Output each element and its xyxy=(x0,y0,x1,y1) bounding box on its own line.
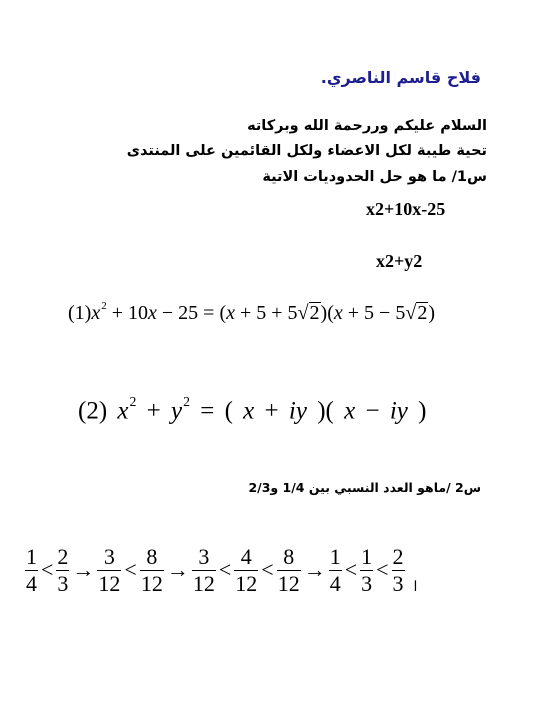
fraction-numerator: 3 xyxy=(198,543,210,569)
less-than-symbol: < xyxy=(376,557,389,582)
sqrt-arg: 2 xyxy=(417,301,428,324)
fraction-numerator: 1 xyxy=(361,543,373,569)
fraction-denominator: 12 xyxy=(98,570,121,596)
sqrt-symbol: √ xyxy=(297,301,309,324)
fraction-numerator: 8 xyxy=(283,543,295,569)
sol1-part-c: + 5 + 5 xyxy=(235,301,298,324)
fraction-numerator: 2 xyxy=(57,543,69,569)
fraction xyxy=(392,545,405,596)
fraction xyxy=(192,545,216,596)
sol2-y: y xyxy=(171,397,183,425)
less-than-symbol: < xyxy=(124,557,137,582)
fraction-denominator: 4 xyxy=(329,570,341,596)
solution-1 xyxy=(68,300,435,325)
solution-2-label: (2) xyxy=(78,397,108,425)
sol2-end: ) xyxy=(407,397,427,425)
fraction-denominator: 4 xyxy=(26,570,37,596)
sol2-plus: + xyxy=(254,397,289,425)
fraction-chain xyxy=(24,540,417,600)
sol2-plus: + xyxy=(136,397,171,425)
greeting-line: السلام عليكم وررحمة الله وبركاته xyxy=(247,118,487,134)
fraction-denominator: 3 xyxy=(361,570,373,596)
fraction-numerator: 3 xyxy=(103,543,115,569)
sol2-mid: )( xyxy=(306,397,345,425)
fraction-numerator: 4 xyxy=(240,543,252,569)
fraction xyxy=(277,545,301,596)
fraction xyxy=(360,545,373,596)
fraction-numerator: 8 xyxy=(146,543,158,569)
fraction xyxy=(329,545,342,596)
less-than-symbol: < xyxy=(344,557,358,582)
sol1-part-d: )( xyxy=(320,301,334,324)
sol1-var: x xyxy=(333,301,343,324)
arrow-symbol: → xyxy=(166,557,189,582)
less-than-symbol: < xyxy=(41,557,54,582)
sol1-var: x xyxy=(226,301,235,324)
fraction-denominator: 12 xyxy=(192,570,215,596)
fraction-numerator: 1 xyxy=(329,543,341,569)
sol2-exp: 2 xyxy=(183,394,190,409)
fraction-denominator: 3 xyxy=(57,570,69,596)
sol1-part-a: + 10 xyxy=(106,301,148,324)
sol1-exp: 2 xyxy=(101,300,107,312)
fraction-numerator: 1 xyxy=(26,543,37,569)
sol2-eq: = ( xyxy=(189,397,244,425)
sqrt-arg: 2 xyxy=(309,301,320,324)
fraction xyxy=(97,545,121,596)
fraction-denominator: 12 xyxy=(235,570,258,596)
expression-1: x2+10x-25 xyxy=(366,199,446,219)
sol2-x: x xyxy=(117,397,129,425)
solution-2 xyxy=(78,394,426,425)
solution-1-label: (1) xyxy=(68,301,92,324)
author-name: فلاح قاسم الناصري. xyxy=(320,68,481,87)
expression-2: x2+y2 xyxy=(376,251,423,271)
fraction xyxy=(56,545,69,596)
trailing-mark: ا xyxy=(413,580,418,595)
fraction xyxy=(140,545,164,596)
less-than-symbol: < xyxy=(261,557,274,582)
sol1-part-b: − 25 = ( xyxy=(156,301,227,324)
sol1-end: ) xyxy=(428,301,435,324)
sol2-minus: − xyxy=(355,397,390,425)
fraction-denominator: 12 xyxy=(140,570,163,596)
sol2-iy: iy xyxy=(288,397,307,425)
less-than-symbol: < xyxy=(218,557,232,582)
sol2-iy: iy xyxy=(389,397,408,425)
question-2: س2 /ماهو العدد النسبي بين 1/4 و2/3 xyxy=(248,480,481,495)
sol2-x: x xyxy=(243,397,255,425)
fraction-denominator: 3 xyxy=(392,570,404,596)
sqrt-symbol: √ xyxy=(405,301,417,324)
sol2-x: x xyxy=(344,397,356,425)
fraction xyxy=(234,545,258,596)
welcome-line: تحية طيبة لكل الاعضاء ولكل القائمين على المنتدى xyxy=(126,143,487,159)
question-1: س1/ ما هو حل الحدوديات الاتية xyxy=(262,169,487,185)
sol1-var: x xyxy=(148,301,157,324)
arrow-symbol: → xyxy=(72,557,95,582)
arrow-symbol: → xyxy=(303,557,326,582)
fraction-numerator: 2 xyxy=(392,543,404,569)
fraction-denominator: 12 xyxy=(277,570,300,596)
sol1-part-e: + 5 − 5 xyxy=(342,301,406,324)
fraction xyxy=(25,545,38,596)
sol2-exp: 2 xyxy=(129,394,137,409)
sol1-var: x xyxy=(91,301,101,324)
